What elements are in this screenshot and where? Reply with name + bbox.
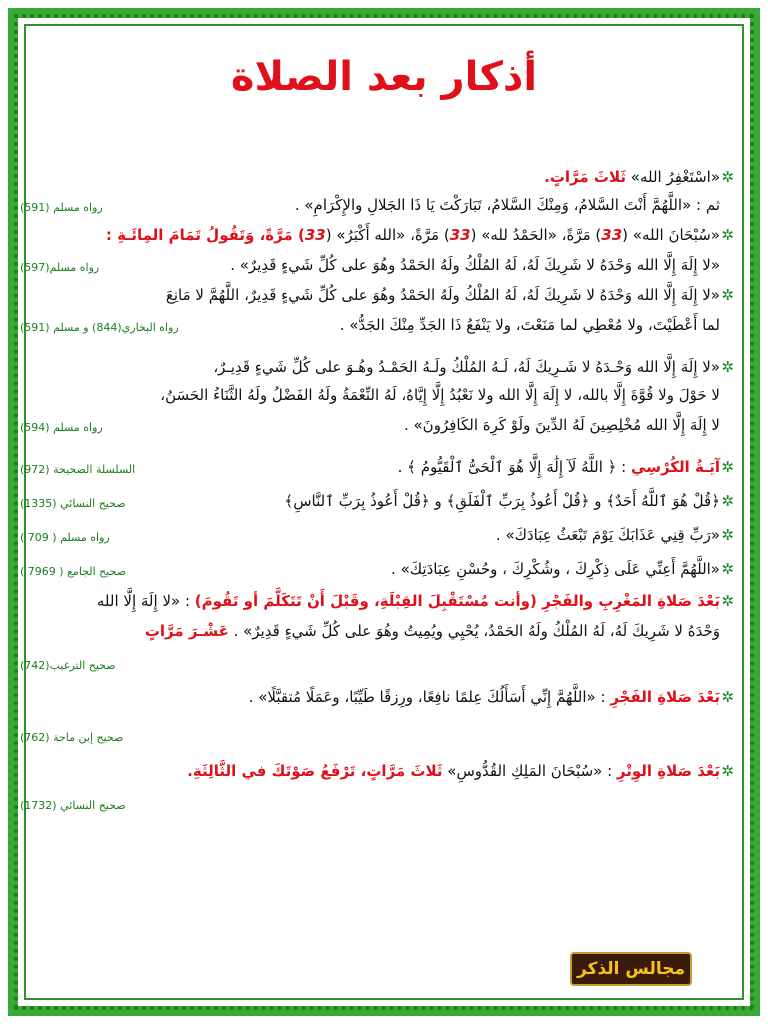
dhikr-line — [20, 686, 734, 708]
dhikr-line — [20, 166, 734, 188]
dhikr-body: ) مَرَّةً، «الحَمْدُ لله» ( — [470, 226, 602, 244]
hadith-source: رواه البخاري(844) و مسلم (591) — [20, 321, 179, 334]
dhikr-text — [160, 386, 720, 404]
hadith-source: رواه مسلم (594) — [20, 421, 103, 434]
highlight-text: بَعْدَ صَلاةِ الفَجْرِ — [610, 688, 720, 706]
count-number: 33 — [601, 226, 623, 244]
highlight-text: ثَلاثَ مَرَّاتٍ. — [544, 168, 626, 186]
dhikr-text — [544, 168, 720, 186]
page-content — [20, 34, 734, 990]
hadith-source: رواه مسلم (591) — [20, 201, 103, 214]
dhikr-line — [20, 414, 734, 436]
dhikr-body: لا إِلَهَ إِلَّا الله مُخْلِصِينَ لَهُ الدِّينَ ولَوْ كَرِهَ الكَافِرُونَ» . — [403, 416, 720, 434]
dhikr-text — [187, 762, 720, 780]
dhikr-body: لما أَعْطَيْتَ، ولا مُعْطِي لما مَنَعْتَ، ولا يَنْفَعُ ذَا الجَدِّ مِنْكَ الجَدُّ» . — [339, 316, 720, 334]
dhikr-line — [20, 490, 734, 512]
dhikr-text — [230, 256, 720, 274]
dhikr-text — [284, 492, 720, 510]
dhikr-text — [398, 458, 720, 476]
highlight-text: ) مَرَّةً، وَتَقُولُ تَمَامَ المِائَـةِ : — [105, 226, 305, 244]
dhikr-text — [295, 196, 720, 214]
star-bullet-icon: ✲ — [721, 560, 734, 578]
site-logo: مجالس الذكر — [570, 952, 692, 986]
dhikr-line — [20, 558, 734, 580]
dhikr-body: «لا إِلَهَ إِلَّا الله وَحْدَهُ لا شَرِيكَ لَهُ، لَهُ المُلْكُ ولَهُ الحَمْدُ وهُوَ على كُلِّ شَيءٍ قَدِيرٌ» . — [230, 256, 720, 274]
dhikr-line — [20, 194, 734, 216]
hadith-source: رواه مسلم ( 709 ) — [20, 531, 110, 544]
dhikr-body: «لا إِلَهَ إِلَّا الله وَحْـدَهُ لا شَـرِيكَ لَهُ، لَـهُ المُلْكُ ولَـهُ الحَمْـدُ وهُـوَ على كُلِّ شَيءٍ قَدِيـرٌ، — [213, 358, 720, 376]
star-bullet-icon: ✲ — [721, 458, 734, 476]
page-title: أذكار بعد الصلاة — [230, 54, 538, 100]
dhikr-body: : ﴿ اللَّهُ لَآ إِلَٰهَ إِلَّا هُوَ ٱلْحَىُّ ٱلْقَيُّومُ ﴾ . — [397, 458, 632, 476]
hadith-source: صحيح النسائي (1732) — [20, 799, 126, 812]
highlight-text: بَعْدَ صَلاةِ الوِتْرِ — [616, 762, 720, 780]
hadith-source: صحيح الجامع ( 7969 ) — [20, 565, 127, 578]
star-bullet-icon: ✲ — [721, 492, 734, 510]
dhikr-text — [391, 560, 720, 578]
dhikr-line — [20, 356, 734, 378]
star-bullet-icon: ✲ — [721, 688, 734, 706]
dhikr-body: «اللَّهُمَّ أَعِنِّي عَلَى ذِكْرِكَ ، وشُكْرِكَ ، وحُسْنِ عِبَادَتِكَ» . — [391, 560, 720, 578]
dhikr-body: : «اللَّهُمَّ إِنِّي أَسَأَلُكَ عِلمًا نافِعًا، ورِزقًا طَيِّبًا، وعَمَلًا مُتقبَّلًا» . — [248, 688, 611, 706]
dhikr-line — [20, 224, 734, 246]
dhikr-body: ثم : «اللَّهُمَّ أَنْتَ السَّلامُ، وَمِنْكَ السَّلامُ، تَبَارَكْتَ يَا ذَا الجَلالِ والإِكْرَامِ» . — [294, 196, 720, 214]
dhikr-text — [166, 286, 720, 304]
dhikr-text — [340, 316, 720, 334]
dhikr-body: : «سُبْحَانَ المَلِكِ القُدُّوسِ» — [442, 762, 617, 780]
dhikr-line — [20, 760, 734, 782]
dhikr-line — [20, 456, 734, 478]
highlight-text: ثَلاثَ مَرَّاتٍ، تَرْفَعُ صَوْتَكَ في الثَّالِثَةِ. — [187, 762, 443, 780]
dhikr-text — [97, 592, 720, 610]
star-bullet-icon: ✲ — [721, 286, 734, 304]
star-bullet-icon: ✲ — [721, 168, 734, 186]
dhikr-body: لا حَوْلَ ولا قُوَّةَ إِلَّا بالله، لا إِلَهَ إِلَّا الله ولا نَعْبُدُ إِلَّا إِيَّاهُ، لَهُ النِّعْمَةُ ولَهُ الفَضْلُ ولَهُ الثَّنَاءُ الحَسَنُ، — [160, 386, 720, 404]
dhikr-body: ) مَرَّةً، «الله أَكْبَرُ» ( — [325, 226, 450, 244]
hadith-source: صحيح النسائي (1335) — [20, 497, 126, 510]
star-bullet-icon: ✲ — [721, 526, 734, 544]
hadith-source: صحيح إبن ماجة (762) — [20, 731, 124, 744]
dhikr-body: : «لا إِلَهَ إِلَّا الله — [96, 592, 195, 610]
dhikr-text — [404, 416, 720, 434]
dhikr-body: وَحْدَهُ لا شَرِيكَ لَهُ، لَهُ المُلْكُ ولَهُ الحَمْدُ، يُحْيِي ويُمِيتُ وهُوَ على كُلِّ شَيءٍ قَدِيرٌ» . — [228, 622, 720, 640]
dhikr-line — [20, 384, 734, 406]
dhikr-body: «اسْتَغْفِرُ الله» — [626, 168, 720, 186]
dhikr-body: ﴿قُلْ هُوَ ٱللَّهُ أَحَدٌ﴾ و ﴿قُلْ أَعُوذُ بِرَبِّ ٱلْفَلَقِ﴾ و ﴿قُلْ أَعُوذُ بِرَبِّ ٱلنَّاسِ﴾ — [284, 492, 720, 510]
dhikr-line — [20, 620, 734, 642]
dhikr-line — [20, 524, 734, 546]
dhikr-line — [20, 254, 734, 276]
star-bullet-icon: ✲ — [721, 226, 734, 244]
count-number: 33 — [304, 226, 326, 244]
count-number: 33 — [449, 226, 471, 244]
hadith-source: السلسلة الصحيحة (972) — [20, 463, 136, 476]
dhikr-line — [20, 284, 734, 306]
dhikr-text — [145, 622, 720, 640]
dhikr-body: «لا إِلَهَ إِلَّا الله وَحْدَهُ لا شَرِيكَ لَهُ، لَهُ المُلْكُ ولَهُ الحَمْدُ وهُوَ على كُلِّ شَيءٍ قَدِيرٌ، اللَّهُمَّ لا مَانِعَ — [165, 286, 720, 304]
dhikr-text — [213, 358, 720, 376]
dhikr-body: «رَبِّ قِنِي عَذَابَكَ يَوْمَ تَبْعَثُ عِبَادَكَ» . — [495, 526, 720, 544]
dhikr-text — [496, 526, 720, 544]
dhikr-body: «سُبْحَانَ الله» ( — [622, 226, 720, 244]
dhikr-text — [106, 226, 720, 244]
dhikr-line — [20, 314, 734, 336]
star-bullet-icon: ✲ — [721, 592, 734, 610]
star-bullet-icon: ✲ — [721, 358, 734, 376]
dhikr-text — [249, 688, 720, 706]
hadith-source: رواه مسلم(597) — [20, 261, 100, 274]
highlight-text: آيَـةُ الكُرْسِي — [631, 458, 720, 476]
hadith-source: صحيح الترغيب(742) — [20, 659, 116, 672]
star-bullet-icon: ✲ — [721, 762, 734, 780]
highlight-text: عَشْـرَ مَرَّاتٍ — [144, 622, 229, 640]
dhikr-line — [20, 590, 734, 612]
highlight-text: بَعْدَ صَلاةِ المَغْرِبِ والفَجْرِ (وأنت مُسْتَقْبِلَ القِبْلَةِ، وقَبْلَ أَنْ تَتَكَلَّمَ أو تَقُومَ) — [194, 592, 720, 610]
